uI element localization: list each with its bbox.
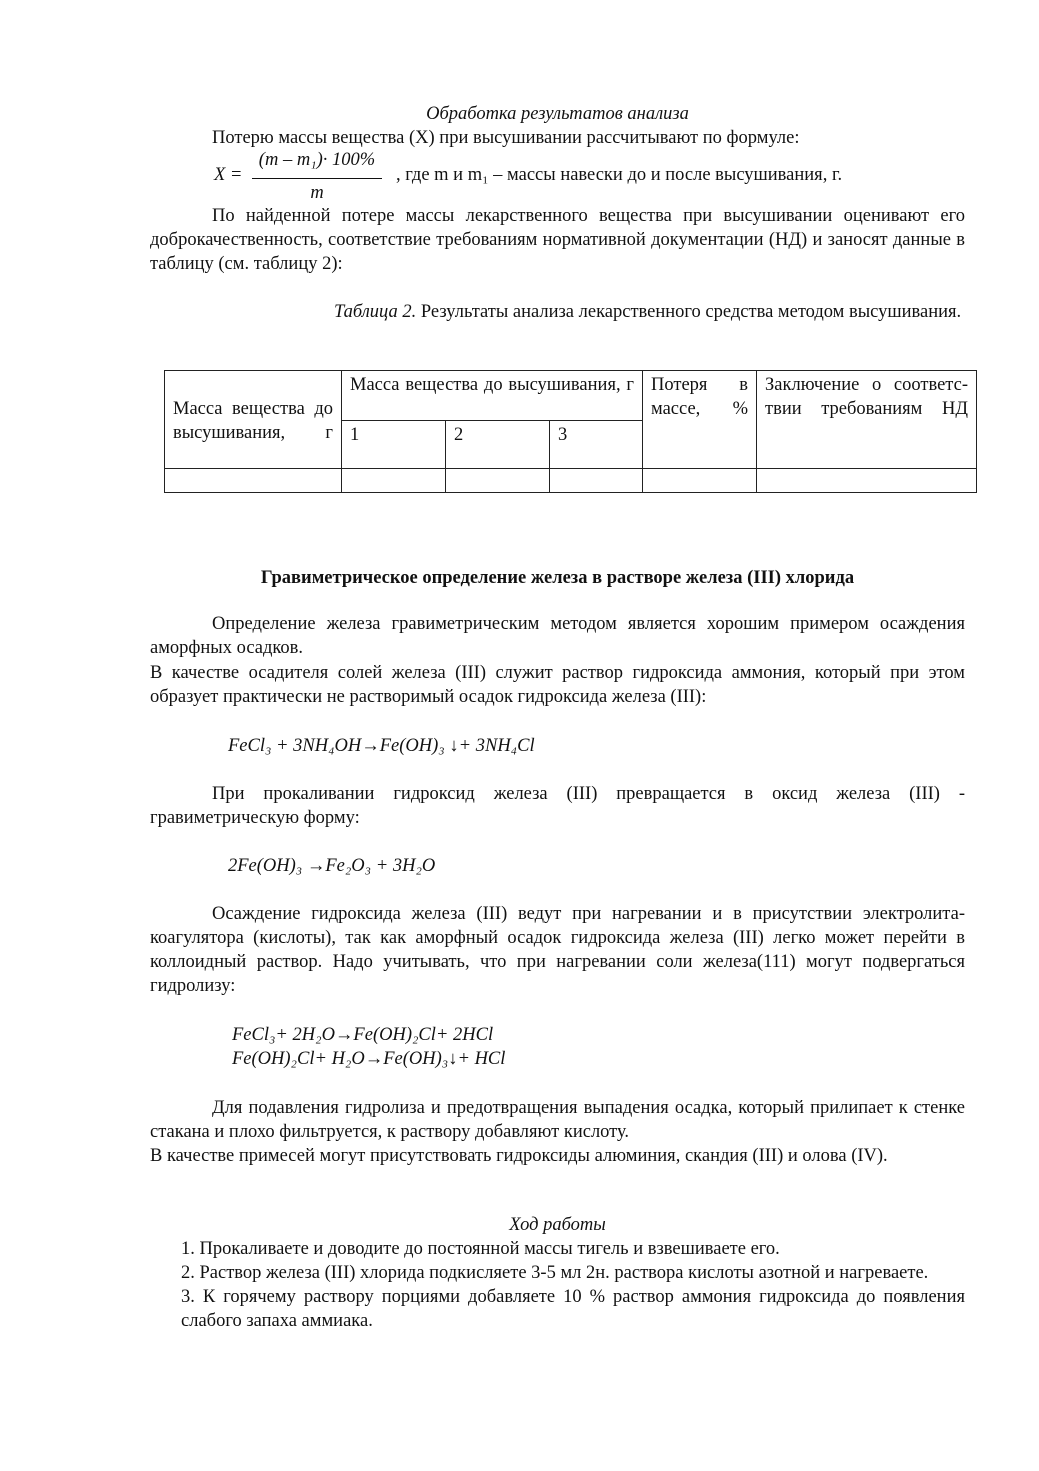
equation-1: FeCl₃ + 3NH₄OH→Fe(OH)₃ ↓+ 3NH₄Cl xyxy=(228,736,535,756)
section-title-gravimetric: Гравиметрическое определение железа в растворе железа (III) хлорида xyxy=(260,568,855,588)
formula-explanation: , где m и m₁ – массы навески до и после высушивания, г. xyxy=(396,165,843,185)
table-caption xyxy=(334,300,965,324)
formula-numerator: (m – m₁)· 100% xyxy=(258,150,376,170)
header-conclusion: Заключение о соответс-твии требованиям НД xyxy=(757,371,977,469)
equation-3: FeCl₃+ 2H₂O→Fe(OH)₂Cl+ 2HCl xyxy=(232,1025,494,1045)
procedure-steps xyxy=(181,1237,965,1333)
table-cell-empty xyxy=(165,469,342,493)
formula-intro: Потерю массы вещества (X) при высушивании рассчитывают по формуле: xyxy=(212,128,800,148)
formula-fraction xyxy=(252,148,382,206)
table-cell-empty xyxy=(446,469,550,493)
table-cell-empty xyxy=(643,469,757,493)
subheader-1: 1 xyxy=(342,421,446,469)
subheader-3: 3 xyxy=(550,421,643,469)
procedure-step: 2. Раствор железа (III) хлорида подкисляете 3-5 мл 2н. раствора кислоты азотной и нагреваете. xyxy=(181,1263,929,1283)
procedure-step: 3. К горячему раствору порциями добавляете 10 % раствор аммония гидроксида до появления слабого запаха аммиака. xyxy=(181,1287,965,1331)
procedure-title: Ход работы xyxy=(509,1215,606,1235)
table-cell-empty xyxy=(550,469,643,493)
section-title-results: Обработка результатов анализа xyxy=(426,104,689,124)
subheader-2: 2 xyxy=(446,421,550,469)
results-table xyxy=(164,370,977,493)
equation-4: Fe(OH)₂Cl+ H₂O→Fe(OH)₃↓+ HCl xyxy=(232,1049,506,1069)
table-caption-text: Результаты анализа лекарственного средства методом высушивания. xyxy=(416,302,962,322)
paragraph-impurities: В качестве примесей могут присутствовать гидроксиды алюминия, скандия (III) и олова (IV). xyxy=(150,1146,888,1166)
fraction-bar xyxy=(252,178,382,179)
paragraph-precipitant: В качестве осадителя солей железа (III) служит раствор гидроксида аммония, который при этом образует практически не растворимый осадок гидроксида железа (III): xyxy=(150,663,965,707)
table-caption-label: Таблица 2. xyxy=(334,302,417,322)
header-mass-loss: Потеря в массе, % xyxy=(643,371,757,469)
paragraph-quality: По найденной потере массы лекарственного вещества при высушивании оценивают его доброкачественность, соответствие требованиям нормативной документации (НД) и заносят данные в таблицу (см. таблицу 2): xyxy=(150,206,965,274)
paragraph-hydrolysis: Для подавления гидролиза и предотвращения выпадения осадка, который прилипает к стенке стакана и плохо фильтруется, к раствору добавляют кислоту. xyxy=(150,1098,965,1142)
formula-denominator: m xyxy=(310,183,324,203)
paragraph-calcination: При прокаливании гидроксид железа (III) превращается в оксид железа (III) - гравиметрическую форму: xyxy=(150,784,965,828)
equation-2: 2Fe(OH)₃ →Fe₂O₃ + 3H₂O xyxy=(228,856,436,876)
table-cell-empty xyxy=(757,469,977,493)
table-cell-empty xyxy=(342,469,446,493)
formula-lhs: X = xyxy=(214,165,243,185)
header-mass-before-group: Масса вещества до высушивания, г xyxy=(342,371,643,421)
header-mass-before: Масса вещества до высушивания, г xyxy=(165,371,342,469)
paragraph-precipitation: Осаждение гидроксида железа (III) ведут при нагревании и в присутствии электролита-коагулятора (кислоты), так как аморфный осадок гидроксида железа (III) легко может перейти в коллоидный раствор. Надо учитывать, что при нагревании соли железа(111) могут подвергаться гидролизу: xyxy=(150,904,965,996)
procedure-step: 1. Прокаливаете и доводите до постоянной массы тигель и взвешиваете его. xyxy=(181,1239,780,1259)
paragraph-intro: Определение железа гравиметрическим методом является хорошим примером осаждения аморфных осадков. xyxy=(150,614,965,658)
